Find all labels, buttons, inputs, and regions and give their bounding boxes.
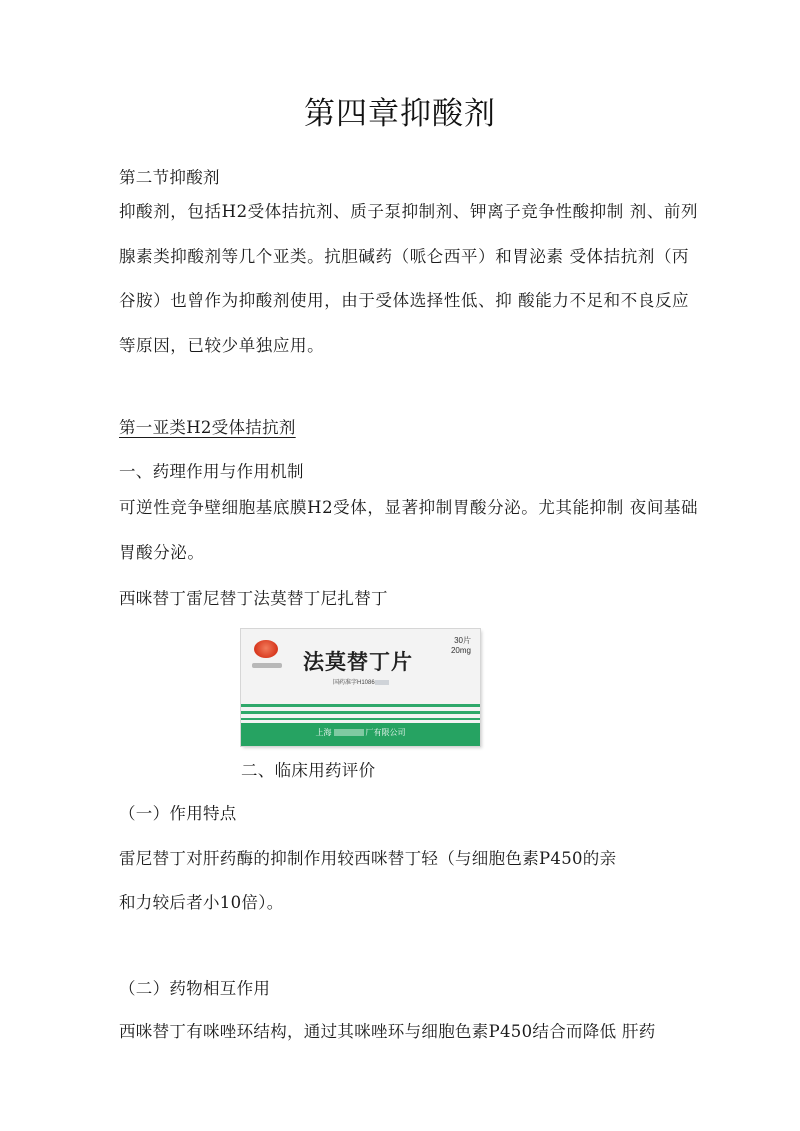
features-line-1: 雷尼替丁对肝药酶的抑制作用较西咪替丁轻（与细胞色素P450的亲 <box>119 849 617 868</box>
chapter-title: 第四章抑酸剂 <box>304 96 496 132</box>
pharmacology-paragraph: 可逆性竞争壁细胞基底膜H2受体，显著抑制胃酸分泌。尤其能抑制 夜间基础胃酸分泌。 <box>119 498 699 562</box>
features-heading: （一）作用特点 <box>119 804 237 823</box>
pharmacology-heading: 一、药理作用与作用机制 <box>119 462 304 481</box>
subclass-heading: 第一亚类H2受体拮抗剂 <box>119 418 296 437</box>
interactions-line-1: 西咪替丁有咪唑环结构，通过其咪唑环与细胞色素P450结合而降低 肝药 <box>119 1022 656 1041</box>
drug-box-image <box>241 629 480 746</box>
drug-box-product-name: 法莫替丁片 <box>303 650 413 674</box>
drug-box-footer <box>241 723 480 746</box>
green-stripe <box>241 718 480 720</box>
drug-box-spec <box>451 636 471 656</box>
drug-box-approval <box>333 677 389 686</box>
maker-prefix: 上海 <box>315 728 332 737</box>
approval-blur <box>375 680 389 685</box>
manufacturer-logo-icon <box>254 640 278 658</box>
drug-list: 西咪替丁雷尼替丁法莫替丁尼扎替丁 <box>119 589 388 608</box>
section-heading: 第二节抑酸剂 <box>119 168 220 187</box>
clinical-heading: 二、临床用药评价 <box>241 761 376 780</box>
drug-box-maker <box>241 727 480 738</box>
drug-box-approval-text: 国药准字H1086 <box>333 680 375 686</box>
drug-box-dose: 20mg <box>450 646 471 655</box>
green-stripe <box>241 704 480 707</box>
drug-box-count: 30片 <box>454 636 471 645</box>
interactions-heading: （二）药物相互作用 <box>119 979 271 998</box>
logo-text-blurred <box>252 663 282 668</box>
maker-suffix: 厂有限公司 <box>365 728 406 737</box>
intro-paragraph: 抑酸剂，包括H2受体拮抗剂、质子泵抑制剂、钾离子竞争性酸抑制 剂、前列腺素类抑酸剂等几个亚类。抗胆碱药（哌仑西平）和胃泌素 受体拮抗剂（丙谷胺）也曾作为抑酸剂使用，由于受体选择性低、抑 酸能力不足和不良反应等原因，已较少单独应用。 <box>119 202 699 355</box>
green-stripe <box>241 711 480 714</box>
features-line-2: 和力较后者小10倍）。 <box>119 893 284 912</box>
maker-blur <box>334 729 364 736</box>
